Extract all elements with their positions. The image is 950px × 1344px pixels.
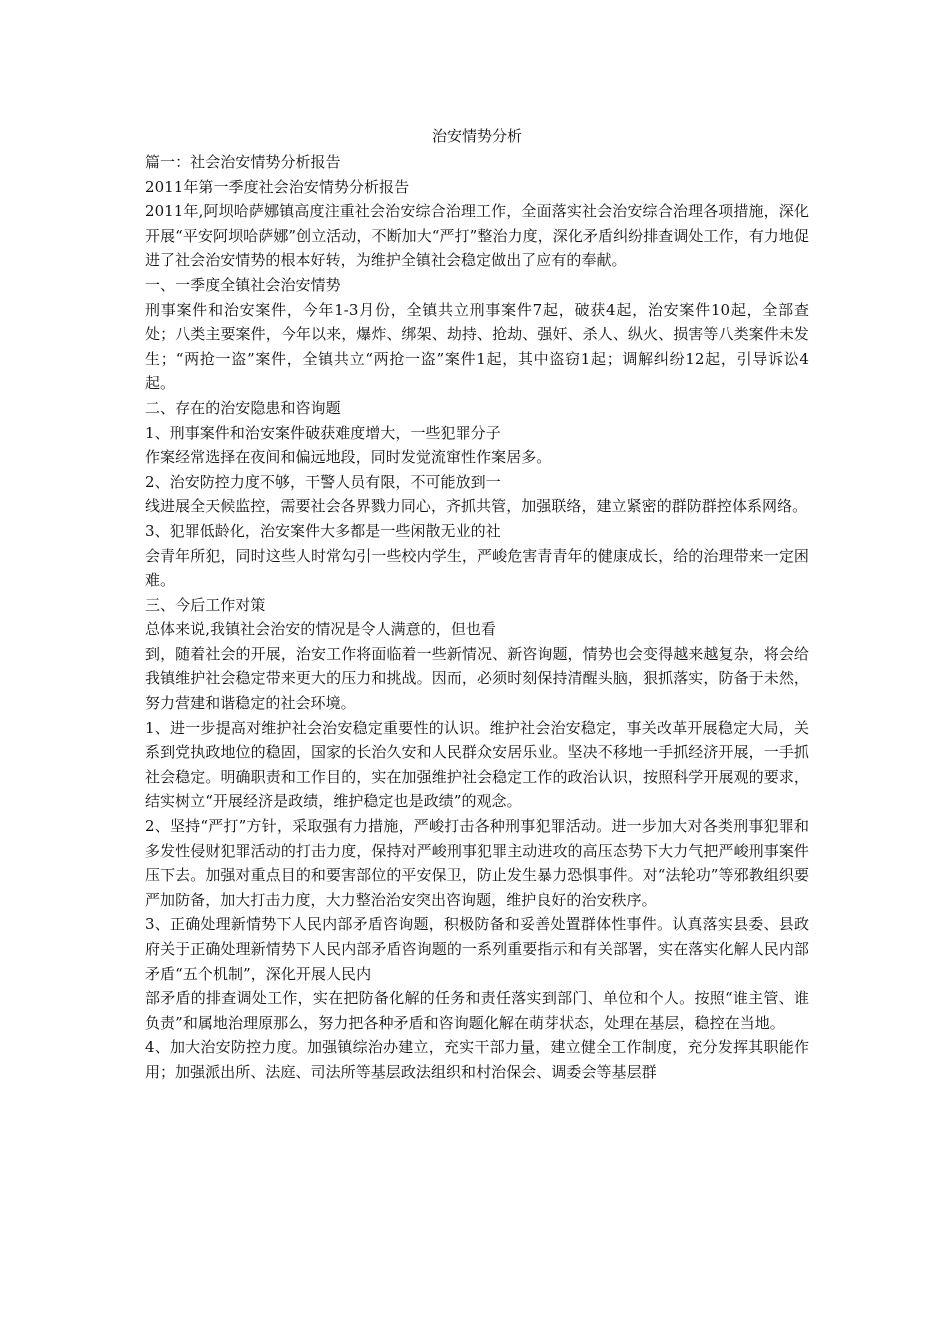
paragraph: 1、进一步提高对维护社会治安稳定重要性的认识。维护社会治安稳定，事关改革开展稳定大局，关系到党执政地位的稳固，国家的长治久安和人民群众安居乐业。坚决不移地一手抓经济开展，一手抓社会稳定。明确职责和工作目的，实在加强维护社会稳定工作的政治认识，按照科学开展观的要求，结实树立“开展经济是政绩，维护稳定也是政绩”的观念。 [145, 718, 809, 811]
document-page [145, 125, 809, 1085]
paragraph: 总体来说,我镇社会治安的情况是令人满意的，但也看 [145, 620, 496, 639]
paragraph: 篇一：社会治安情势分析报告 [145, 153, 341, 171]
paragraph: 3、正确处理新情势下人民内部矛盾咨询题，积极防备和妥善处置群体性事件。认真落实县委、县政府关于正确处理新情势下人民内部矛盾咨询题的一系列重要指示和有关部署，实在落实化解人民内部矛盾“五个机制”，深化开展人民内 [145, 915, 809, 983]
paragraph: 线进展全天候监控，需要社会各界戮力同心，齐抓共管，加强联络，建立紧密的群防群控体系网络。 [145, 497, 808, 516]
paragraph: 刑事案件和治安案件，今年1-3月份，全镇共立刑事案件7起，破获4起，治安案件10起，全部查处；八类主要案件，今年以来，爆炸、绑架、劫持、抢劫、强奸、杀人、纵火、损害等八类案件未发生；“两抢一盗”案件，全镇共立“两抢一盗”案件1起，其中盗窃1起；调解纠纷12起，引导诉讼4起。 [145, 300, 809, 393]
paragraph: 3、犯罪低龄化，治安案件大多都是一些闲散无业的社 [145, 521, 501, 540]
paragraph: 4、加大治安防控力度。加强镇综治办建立，充实干部力量，建立健全工作制度，充分发挥其职能作用；加强派出所、法庭、司法所等基层政法组织和村治保会、调委会等基层群 [145, 1038, 809, 1081]
paragraph: 2011年第一季度社会治安情势分析报告 [145, 177, 410, 196]
paragraph: 1、刑事案件和治安案件破获难度增大，一些犯罪分子 [145, 423, 501, 442]
paragraph: 到，随着社会的开展，治安工作将面临着一些新情况、新咨询题，情势也会变得越来越复杂，将会给我镇维护社会稳定带来更大的压力和挑战。因而，必须时刻保持清醒头脑，狠抓落实，防备于未然，努力营建和谐稳定的社会环境。 [145, 644, 809, 713]
paragraph: 2、治安防控力度不够，干警人员有限，不可能放到一 [145, 472, 501, 491]
paragraph: 2、坚持“严打”方针，采取强有力措施，严峻打击各种刑事犯罪活动。进一步加大对各类刑事犯罪和多发性侵财犯罪活动的打击力度，保持对严峻刑事犯罪主动进攻的高压态势下大力气把严峻刑事案件压下去。加强对重点目的和要害部位的平安保卫，防止发生暴力恐惧事件。对“法轮功”等邪教组织要严加防备，加大打击力度，大力整治治安突出咨询题，维护良好的治安秩序。 [145, 817, 809, 909]
paragraph: 二、存在的治安隐患和咨询题 [145, 398, 341, 417]
paragraph: 三、今后工作对策 [145, 595, 266, 614]
paragraph: 作案经常选择在夜间和偏远地段，同时发觉流窜性作案居多。 [145, 448, 552, 467]
document-title: 治安情势分析 [431, 127, 522, 145]
paragraph: 一、一季度全镇社会治安情势 [145, 275, 341, 294]
paragraph: 部矛盾的排查调处工作，实在把防备化解的任务和责任落实到部门、单位和个人。按照“谁主管、谁负责”和属地治理原那么，努力把各种矛盾和咨询题化解在萌芽状态，处理在基层，稳控在当地。 [145, 989, 809, 1032]
paragraph: 2011年,阿坝哈萨娜镇高度注重社会治安综合治理工作，全面落实社会治安综合治理各项措施，深化开展“平安阿坝哈萨娜”创立活动，不断加大“严打”整治力度，深化矛盾纠纷排查调处工作，有力地促进了社会治安情势的根本好转，为维护全镇社会稳定做出了应有的奉献。 [145, 202, 809, 270]
paragraph: 会青年所犯，同时这些人时常勾引一些校内学生，严峻危害青青年的健康成长，给的治理带来一定困难。 [145, 546, 809, 590]
